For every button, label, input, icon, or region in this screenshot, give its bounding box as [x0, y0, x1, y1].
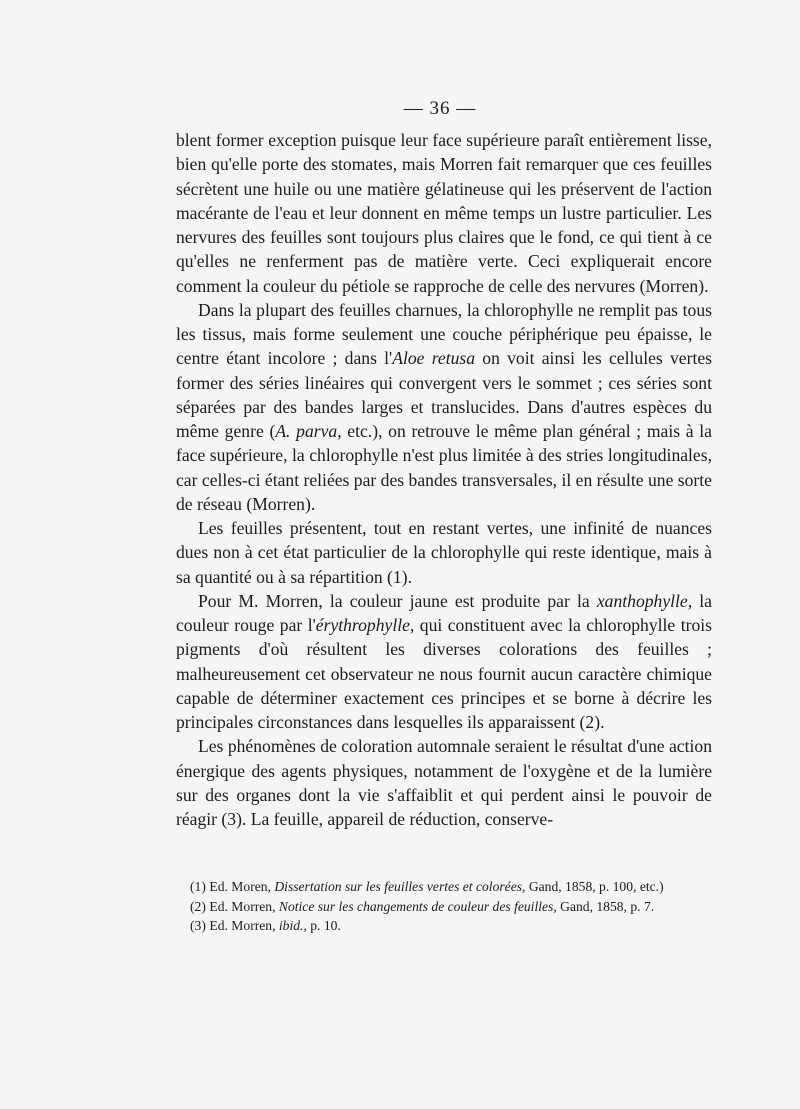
paragraph [176, 516, 712, 589]
italic-title: Notice sur les changements de couleur des feuilles, [278, 898, 557, 914]
footnote [190, 877, 720, 897]
page-number: — 36 — [403, 98, 477, 119]
footnote [190, 897, 720, 917]
text-segment: Dans la plupart des feuilles charnues, la chlorophylle ne remplit pas tous les tissus, mais forme seulement une couche périphérique peu épaisse, le centre étant incolore ; dans l' [176, 299, 712, 369]
text-segment: Gand, 1858, p. 7. [556, 898, 655, 914]
text-segment: la couleur rouge par l' [176, 590, 712, 635]
footnote-number: (2) [190, 898, 206, 914]
italic-term: xanthophylle, [596, 590, 693, 611]
text-segment: qui constituent avec la chlorophylle trois pigments d'où résultent les diverses colorations des feuilles ; malheureusement cet observateur ne nous fournit aucun caractère chimique capable de déterminer exactement ces principes et se borne à décrire les principales circonstances dans lesquelles ils apparaissent (2). [176, 615, 712, 732]
footnote-number: (1) [190, 879, 206, 894]
footnote-number: (3) [190, 918, 206, 933]
italic-term: érythrophylle, [315, 615, 415, 635]
paragraph [176, 128, 712, 298]
footnotes [190, 877, 720, 936]
text-segment: Ed. Morren, [209, 898, 279, 914]
body-text [176, 128, 712, 831]
text-segment: etc.), on retrouve le même plan général ; mais à la face supérieure, la chlorophylle n'est plus limitée à des stries longitudinales, car celles-ci étant reliées par des bandes transversales, il en résulte une sorte de réseau (Morren). [176, 421, 712, 514]
text-segment: p. 10. [306, 918, 341, 933]
paragraph [176, 298, 712, 516]
text-segment: Ed. Moren, [209, 879, 275, 894]
paragraph [176, 589, 712, 735]
text-segment: Gand, 1858, p. 100, etc.) [525, 879, 664, 894]
text-segment: Les feuilles présentent, tout en restant vertes, une infinité de nuances dues non à cet état particulier de la chlorophylle qui reste identique, mais à sa quantité ou à sa répartition (1). [176, 518, 712, 587]
text-segment: Ed. Morren, [209, 918, 279, 933]
italic-title: ibid., [278, 918, 307, 933]
footnote [190, 916, 720, 936]
text-segment: Pour M. Morren, la couleur jaune est produite par la [198, 590, 597, 611]
text-segment: blent former exception puisque leur face supérieure paraît entièrement lisse, bien qu'elle porte des stomates, mais Morren fait remarquer que ces feuilles sécrètent une huile ou une matière gélatineuse qui les préservent de l'action macérante de l'eau et leur donnent en même temps un lustre particulier. Les nervures des feuilles sont toujours plus claires que le fond, ce qui tient à ce qu'elles ne renferment pas de matière verte. Ceci expliquerait encore comment la couleur du pétiole se rapproche de celle des nervures (Morren). [176, 130, 712, 296]
italic-species-name: Aloe retusa [392, 348, 476, 369]
paragraph [176, 734, 712, 831]
italic-species-name: A. parva, [275, 421, 342, 441]
text-segment: Les phénomènes de coloration automnale seraient le résultat d'une action énergique des agents physiques, notamment de l'oxygène et de la lumière sur des organes dont la vie s'affaiblit et qui perdent ainsi le pouvoir de réagir (3). La feuille, appareil de réduction, conserve- [176, 736, 712, 829]
italic-title: Dissertation sur les feuilles vertes et colorées, [274, 879, 526, 894]
text-segment: on voit ainsi les cellules vertes former des séries linéaires qui convergent vers le sommet ; ces séries sont séparées par des bandes larges et translucides. Dans d'autres espèces du même genre ( [176, 348, 712, 441]
